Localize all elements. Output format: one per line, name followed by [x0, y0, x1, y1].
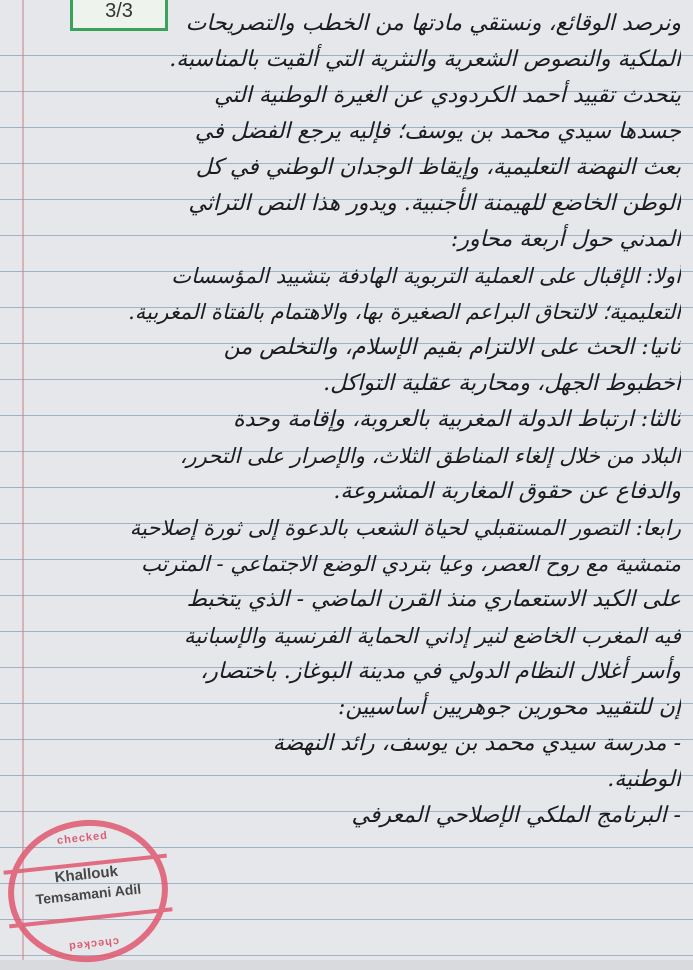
text-line: يتحدث تقييد أحمد الكردودي عن الغيرة الوطنية التي [214, 83, 681, 108]
stamp-name-line1: Khallouk [53, 862, 119, 887]
stamp-ring-text: checked [56, 829, 109, 847]
text-line: بعث النهضة التعليمية، وإيقاظ الوجدان الوطني في كل [195, 155, 681, 180]
checked-stamp [1, 812, 175, 970]
margin-line [22, 0, 24, 960]
text-line: ثانيا: الحث على الالتزام بقيم الإسلام، والتخلص من [223, 335, 681, 360]
text-line: المدني حول أربعة محاور: [450, 227, 681, 252]
text-line: - البرنامج الملكي الإصلاحي المعرفي [351, 803, 681, 828]
text-line: أخطبوط الجهل، ومحاربة عقلية التواكل. [323, 371, 681, 396]
text-line: والدفاع عن حقوق المغاربة المشروعة. [333, 479, 681, 504]
stamp-ring-text-bottom: checked [67, 935, 120, 953]
stamp-name-line2: Temsamani Adil [34, 880, 142, 908]
text-line: إن للتقييد محورين جوهريين أساسيين: [338, 695, 681, 720]
text-line: أولا: الإقبال على العملية التربوية الهادفة بتشييد المؤسسات [171, 264, 681, 288]
text-line: ونرصد الوقائع، ونستقي مادتها من الخطب والتصريحات [185, 11, 681, 36]
text-line: الوطنية. [607, 767, 681, 792]
text-line: البلاد من خلال إلغاء المناطق الثلاث، والإصرار على التحرر، [179, 444, 681, 468]
text-line: على الكيد الاستعماري منذ القرن الماضي - الذي يتخبط [186, 587, 681, 612]
text-line: متمشية مع روح العصر، وعيا بتردي الوضع الاجتماعي - المترتب [141, 552, 681, 576]
handwritten-text [28, 6, 681, 834]
text-line: - مدرسة سيدي محمد بن يوسف، رائد النهضة [272, 731, 681, 756]
text-line: رابعا: التصور المستقبلي لحياة الشعب بالدعوة إلى ثورة إصلاحية [129, 516, 681, 540]
text-line: فيه المغرب الخاضع لنير إداني الحماية الفرنسية والإسبانية [183, 624, 681, 648]
text-line: جسدها سيدي محمد بن يوسف؛ فإليه يرجع الفضل في [194, 119, 681, 144]
page-indicator: 3/3 [70, 0, 168, 31]
text-line: الوطن الخاضع للهيمنة الأجنبية. ويدور هذا النص التراثي [188, 191, 681, 216]
text-line: ثالثا: ارتباط الدولة المغربية بالعروبة، وإقامة وحدة [233, 407, 681, 432]
text-line: الملكية والنصوص الشعرية والنثرية التي ألقيت بالمناسبة. [169, 47, 681, 72]
text-line: وأسر أغلال النظام الدولي في مدينة البوغاز. باختصار، [200, 659, 681, 684]
text-line: التعليمية؛ لالتحاق البراعم الصغيرة بها، والاهتمام بالفتاة المغربية. [128, 300, 681, 324]
